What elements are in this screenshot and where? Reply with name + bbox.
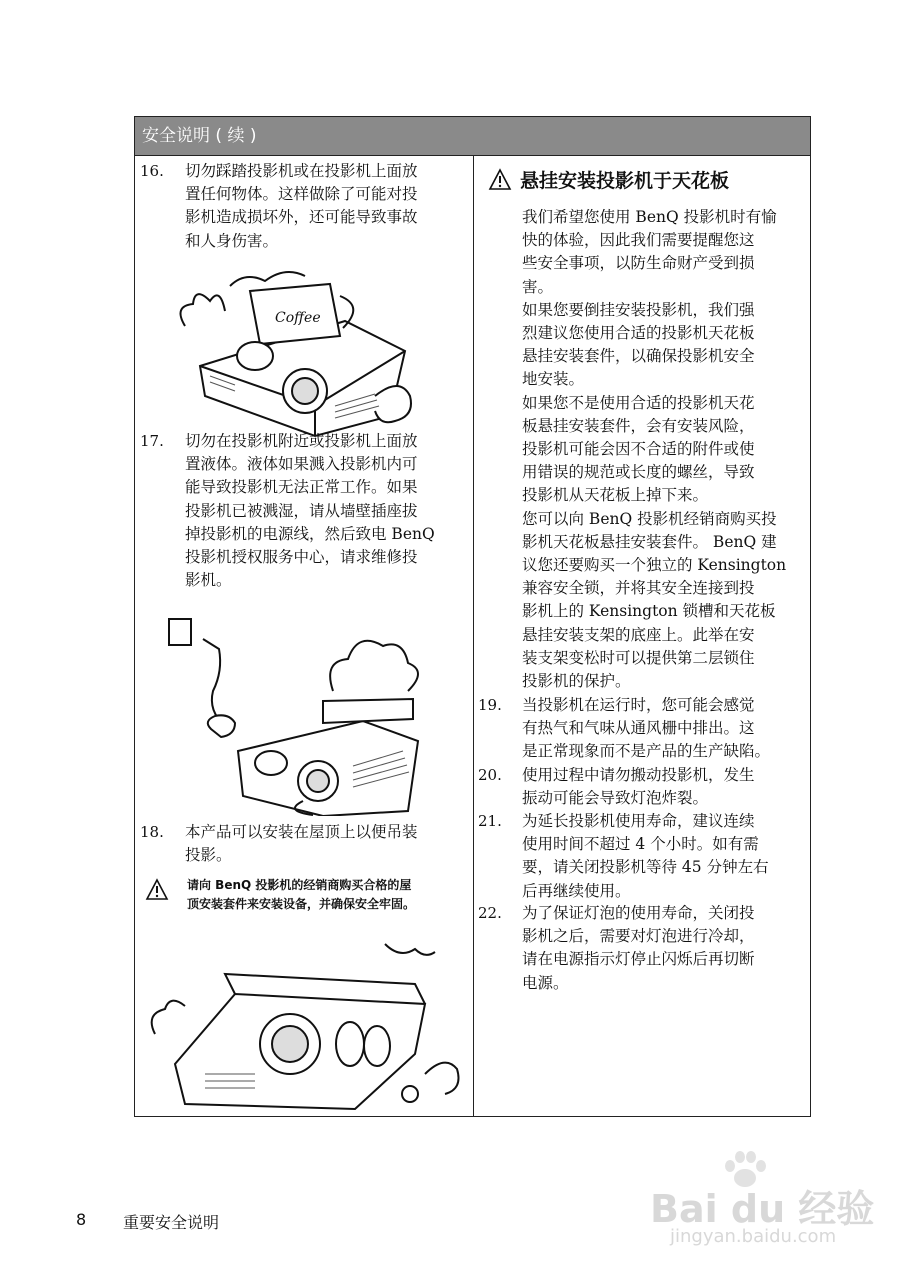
item-number: 17. [140,432,164,450]
item-text: 当投影机在运行时，您可能会感觉 有热气和气味从通风栅中排出。这 是正常现象而不是产品的生产缺陷。 [522,696,771,761]
projector-face [237,342,273,370]
projector-eye-left [336,1022,364,1066]
item-text: 切勿踩踏投影机或在投影机上面放 置任何物体。这样做除了可能对投 影机造成损坏外，还可能导致事故 和人身伤害。 [185,162,418,250]
hand [208,715,235,737]
projector-liquid-illustration [163,601,448,816]
item-text: 切勿在投影机附近或投影机上面放 置液体。液体如果溅入投影机内可 能导致投影机无法正常工作。如果 投影机已被溅湿，请从墙壁插座拔 掉投影机的电源线，然后致电 BenQ 投影机授权服务中心，请求维修投 影机。 [185,432,435,590]
item-number: 19. [478,696,502,714]
watermark-url: jingyan.baidu.com [670,1226,837,1247]
item-text: 为延长投影机使用寿命，建议连续 使用时间不超过 4 个小时。如有需 要，请关闭投影机等待 45 分钟左右 后再继续使用。 [522,812,769,900]
projector-coffee-illustration [175,266,415,441]
left-column [135,156,473,1117]
watermark-brand: Bai du 经验 [650,1187,875,1231]
item-number: 22. [478,904,502,922]
gecko [385,944,435,955]
footer-title: 重要安全说明 [123,1213,220,1232]
power-cord [203,639,225,726]
warning-text: 请向 BenQ 投影机的经销商购买合格的屋 顶安装套件来安装设备，并确保安全牢固。 [187,878,416,911]
item-text: 本产品可以安装在屋顶上以便吊装 投影。 [185,823,418,865]
warning-icon [145,878,169,902]
paragraph-intro: 我们希望您使用 BenQ 投影机时有愉 快的体验，因此我们需要提醒您这 些安全事项，以防生命财产受到损 害。 如果您要倒挂安装投影机，我们强 烈建议您使用合适的投影机天花板 悬挂安装套件，以确保投影机安全 地安装。 如果您不是使用合适的投影机天花 板悬挂安装套件，会有安装风险， 投影机可能会因不合适的附件或使 用错误的规范或长度的螺丝，导致 投影机从天花板上掉下来。 您可以向 BenQ 投影机经销商购买投 影机天花板悬挂安装套件。 BenQ 建 议您还要购买一个独立的 Kensington 兼容安全锁，并将其安全连接到投 影机上的 Kensington 锁槽和天花板 悬挂安装支架的底座上。此举在安 装支架变松时可以提供第二层锁住 投影机的保护。 [522,208,787,691]
coffee-label: Coffee [275,310,321,326]
baidu-watermark [650,1150,890,1260]
section-header: 安全说明 ( 续 ) [135,117,810,156]
wall-outlet [169,619,191,645]
dangling-object [402,1086,418,1102]
item-number: 16. [140,162,164,180]
item-number: 20. [478,766,502,784]
left-hand [152,1001,185,1034]
projector-eye-right [364,1026,390,1066]
projector-face [255,751,287,775]
projector-ceiling-illustration [145,934,463,1114]
item-number: 18. [140,823,164,841]
right-hand [375,386,411,422]
left-hand [181,294,226,326]
content-table [134,116,811,1117]
item-text: 为了保证灯泡的使用寿命，关闭投 影机之后，需要对灯泡进行冷却， 请在电源指示灯停止闪烁后再切断 电源。 [522,904,755,992]
section-heading: 悬挂安装投影机于天花板 [520,170,730,192]
warning-icon [488,168,512,192]
page-number: 8 [76,1210,87,1229]
tray [323,699,413,723]
right-column [474,156,812,1117]
item-text: 使用过程中请勿搬动投影机，发生 振动可能会导致灯泡炸裂。 [522,766,755,808]
item-number: 21. [478,812,502,830]
steam-cloud [330,641,418,691]
right-hand [425,1063,459,1094]
